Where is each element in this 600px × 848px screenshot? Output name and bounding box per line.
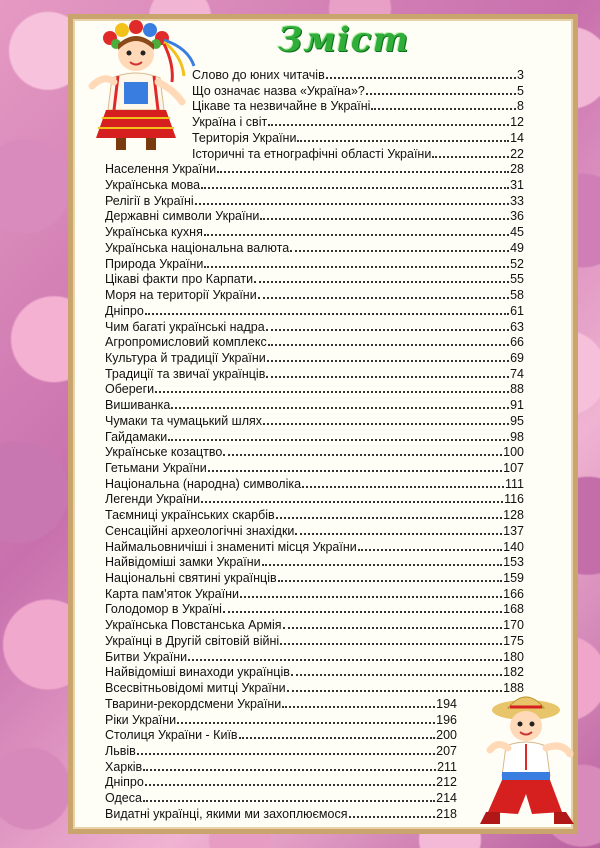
toc-entry[interactable] xyxy=(105,286,524,302)
toc-entry[interactable] xyxy=(192,113,524,129)
toc-leader-dots xyxy=(188,659,502,661)
toc-leader-dots xyxy=(290,250,509,252)
toc-leader-dots xyxy=(263,423,509,425)
toc-entry-title: Чумаки та чумацький шлях xyxy=(105,413,263,428)
toc-leader-dots xyxy=(358,549,502,551)
toc-leader-dots xyxy=(217,171,509,173)
toc-leader-dots xyxy=(262,564,503,566)
toc-entry-page: 69 xyxy=(510,350,524,365)
toc-entry-title: Українська кухня xyxy=(105,225,203,240)
toc-entry[interactable] xyxy=(105,207,524,223)
toc-entry-page: 188 xyxy=(503,681,524,696)
toc-leader-dots xyxy=(371,108,516,110)
toc-entry-page: 63 xyxy=(510,319,524,334)
toc-entry-page: 98 xyxy=(510,429,524,444)
toc-entry[interactable] xyxy=(105,538,524,554)
toc-entry-title: Чим багаті українські надра xyxy=(105,319,265,334)
toc-leader-dots xyxy=(168,439,509,441)
toc-entry-title: Релігії в Україні xyxy=(105,193,194,208)
toc-entry-page: 212 xyxy=(436,775,457,790)
toc-entry[interactable] xyxy=(105,695,457,711)
toc-leader-dots xyxy=(240,596,502,598)
toc-entry-page: 100 xyxy=(503,445,524,460)
toc-leader-dots xyxy=(326,77,516,79)
toc-entry-title: Культура й традиції України xyxy=(105,350,266,365)
toc-entry[interactable] xyxy=(105,600,524,616)
toc-leader-dots xyxy=(223,454,502,456)
toc-entry[interactable] xyxy=(105,742,457,758)
toc-entry-page: 5 xyxy=(517,83,524,98)
toc-entry-page: 170 xyxy=(503,618,524,633)
toc-entry-page: 28 xyxy=(510,162,524,177)
toc-entry[interactable] xyxy=(105,333,524,349)
toc-entry-title: Історичні та етнографічні області України xyxy=(192,146,432,161)
toc-entry-page: 166 xyxy=(503,586,524,601)
toc-entry-title: Найвідоміші замки України xyxy=(105,555,261,570)
toc-entry-page: 128 xyxy=(503,508,524,523)
toc-leader-dots xyxy=(432,156,509,158)
toc-entry[interactable] xyxy=(105,223,524,239)
toc-leader-dots xyxy=(295,533,502,535)
toc-entry-title: Державні символи України xyxy=(105,209,260,224)
toc-entry-page: 61 xyxy=(510,303,524,318)
toc-entry[interactable] xyxy=(105,380,524,396)
toc-entry-page: 196 xyxy=(436,712,457,727)
toc-entry-page: 95 xyxy=(510,413,524,428)
toc-entry-page: 207 xyxy=(436,743,457,758)
toc-entry-title: Львів xyxy=(105,743,136,758)
toc-entry-page: 88 xyxy=(510,382,524,397)
toc-entry[interactable] xyxy=(192,66,524,82)
toc-leader-dots xyxy=(223,611,502,613)
toc-leader-dots xyxy=(268,124,509,126)
toc-entry-title: Гетьмани України xyxy=(105,461,207,475)
toc-leader-dots xyxy=(302,486,504,488)
toc-entry[interactable] xyxy=(105,553,524,569)
toc-entry-title: Населення України xyxy=(105,162,217,177)
toc-entry-title: Таємниці українських скарбів xyxy=(105,508,275,523)
toc-entry[interactable] xyxy=(105,758,457,774)
toc-leader-dots xyxy=(267,360,509,362)
toc-leader-dots xyxy=(366,93,516,95)
toc-entry[interactable] xyxy=(105,443,524,459)
toc-entry-title: Харків xyxy=(105,759,143,774)
toc-entry-title: Українська Повстанська Армія xyxy=(105,618,282,633)
toc-entry[interactable] xyxy=(105,773,457,789)
toc-entry-page: 52 xyxy=(510,256,524,271)
toc-entry-page: 91 xyxy=(510,398,524,413)
toc-leader-dots xyxy=(204,234,509,236)
toc-entry-title: Україна і світ xyxy=(192,115,268,130)
toc-entry-page: 137 xyxy=(503,523,524,538)
toc-entry[interactable] xyxy=(105,506,524,522)
toc-entry-title: Наймальовничіші і знамениті місця України xyxy=(105,539,357,554)
toc-entry-title: Що означає назва «Україна»? xyxy=(192,83,365,98)
page-title: Зміст xyxy=(278,20,410,60)
toc-entry[interactable] xyxy=(105,648,524,664)
toc-entry-title: Карта пам'яток України xyxy=(105,586,239,601)
toc-leader-dots xyxy=(137,753,435,755)
toc-entry-page: 168 xyxy=(503,602,524,617)
toc-leader-dots xyxy=(201,501,503,503)
toc-entry-title: Одеса xyxy=(105,791,142,806)
toc-entry[interactable] xyxy=(105,585,524,601)
toc-entry-title: Тварини-рекордсмени України xyxy=(105,696,282,711)
toc-entry-page: 49 xyxy=(510,240,524,255)
toc-leader-dots xyxy=(177,722,435,724)
toc-entry-title: Національні святині українців xyxy=(105,571,277,586)
toc-entry-title: Сенсаційні археологічні знахідки xyxy=(105,523,295,538)
toc-entry[interactable] xyxy=(105,318,524,334)
toc-entry[interactable] xyxy=(105,632,524,648)
toc-leader-dots xyxy=(291,674,502,676)
toc-entry-title: Агропромисловий комплекс xyxy=(105,335,267,350)
toc-leader-dots xyxy=(283,627,503,629)
toc-leader-dots xyxy=(195,203,509,205)
toc-entry-page: 200 xyxy=(436,728,457,743)
toc-entry-page: 31 xyxy=(510,178,524,193)
toc-entry[interactable] xyxy=(192,97,524,113)
toc-leader-dots xyxy=(239,737,436,739)
toc-entry-page: 45 xyxy=(510,225,524,240)
toc-entry-title: Битви України xyxy=(105,649,188,664)
toc-entry-title: Територія України xyxy=(192,130,297,145)
toc-entry[interactable] xyxy=(105,160,524,176)
toc-leader-dots xyxy=(349,816,436,818)
toc-entry[interactable] xyxy=(105,428,524,444)
toc-entry[interactable] xyxy=(192,82,524,98)
toc-entry-page: 182 xyxy=(503,665,524,680)
toc-entry[interactable] xyxy=(105,475,524,491)
toc-entry-title: Природа України xyxy=(105,256,204,271)
toc-entry[interactable] xyxy=(105,569,524,585)
toc-leader-dots xyxy=(155,391,509,393)
toc-entry[interactable] xyxy=(105,616,524,632)
toc-entry-page: 175 xyxy=(503,633,524,648)
toc-entry-title: Дніпро xyxy=(105,303,144,318)
toc-entry-page: 22 xyxy=(510,146,524,161)
toc-leader-dots xyxy=(258,297,509,299)
toc-entry-title: Легенди України xyxy=(105,492,201,507)
toc-entry-page: 180 xyxy=(503,649,524,664)
toc-entry-page: 214 xyxy=(436,791,457,806)
toc-entry-page: 211 xyxy=(437,759,457,774)
toc-entry[interactable] xyxy=(105,176,524,192)
toc-entry[interactable] xyxy=(105,365,524,381)
toc-entry[interactable] xyxy=(105,711,457,727)
toc-entry[interactable] xyxy=(105,396,524,412)
toc-leader-dots xyxy=(201,187,509,189)
toc-entry[interactable] xyxy=(192,129,524,145)
toc-entry-title: Видатні українці, якими ми захоплюємося xyxy=(105,806,348,821)
toc-entry[interactable] xyxy=(105,192,524,208)
toc-leader-dots xyxy=(145,313,509,315)
toc-entry-title: Всесвітньовідомі митці України xyxy=(105,681,286,696)
toc-leader-dots xyxy=(143,769,436,771)
toc-entry-page: 33 xyxy=(510,193,524,208)
toc-entry[interactable] xyxy=(105,789,457,805)
toc-leader-dots xyxy=(254,281,509,283)
toc-entry-page: 36 xyxy=(510,209,524,224)
toc-entry-title: Українці в Другій світовій війні xyxy=(105,633,280,648)
toc-leader-dots xyxy=(260,218,509,220)
toc-entry[interactable] xyxy=(192,145,524,161)
toc-entry-title: Традиції та звичаї українців xyxy=(105,366,266,381)
toc-entry-page: 194 xyxy=(436,696,457,711)
toc-entry[interactable] xyxy=(105,302,524,318)
toc-entry-title: Ріки України xyxy=(105,712,177,727)
boy-illustration xyxy=(470,690,580,830)
toc-entry-title: Українська національна валюта xyxy=(105,240,290,255)
toc-leader-dots xyxy=(266,329,509,331)
toc-entry-page: 140 xyxy=(503,539,524,554)
toc-entry-title: Дніпро xyxy=(105,775,144,790)
toc-entry-page: 111 xyxy=(504,476,524,491)
toc-entry-title: Моря на території України xyxy=(105,288,257,303)
toc-leader-dots xyxy=(204,266,509,268)
toc-entry-title: Українське козацтво xyxy=(105,445,223,460)
toc-entry[interactable] xyxy=(105,726,457,742)
toc-entry-title: Слово до юних читачів xyxy=(192,68,325,82)
toc-entry-page: 153 xyxy=(503,555,524,570)
toc-entry[interactable] xyxy=(105,459,524,475)
toc-entry-title: Столиця України - Київ xyxy=(105,728,238,743)
toc-entry-page: 14 xyxy=(510,130,524,145)
toc-entry-page: 107 xyxy=(503,461,524,475)
toc-entry-page: 8 xyxy=(517,99,524,114)
toc-leader-dots xyxy=(278,580,503,582)
toc-entry-title: Голодомор в Україні xyxy=(105,602,222,617)
toc-entry[interactable] xyxy=(105,490,524,506)
toc-leader-dots xyxy=(143,800,435,802)
toc-entry[interactable] xyxy=(105,255,524,271)
toc-leader-dots xyxy=(268,344,509,346)
toc-leader-dots xyxy=(266,376,509,378)
toc-entry-page: 55 xyxy=(510,272,524,287)
toc-leader-dots xyxy=(280,643,502,645)
toc-entry[interactable] xyxy=(105,349,524,365)
toc-leader-dots xyxy=(287,690,503,692)
toc-entry[interactable] xyxy=(105,412,524,428)
toc-entry[interactable] xyxy=(105,663,524,679)
toc-entry-page: 3 xyxy=(517,68,524,82)
toc-entry-page: 116 xyxy=(504,492,524,507)
toc-entry-title: Вишиванка xyxy=(105,398,171,413)
toc-leader-dots xyxy=(208,470,502,472)
toc-leader-dots xyxy=(171,407,509,409)
toc-entry-page: 218 xyxy=(436,806,457,821)
toc-entry-title: Національна (народна) символіка xyxy=(105,476,302,491)
girl-illustration xyxy=(78,20,196,156)
toc-entry-page: 159 xyxy=(503,571,524,586)
toc-entry[interactable] xyxy=(105,270,524,286)
toc-entry[interactable] xyxy=(105,805,457,821)
toc-leader-dots xyxy=(145,784,435,786)
toc-leader-dots xyxy=(297,140,509,142)
toc-entry-page: 58 xyxy=(510,288,524,303)
toc-leader-dots xyxy=(282,706,435,708)
toc-entry-page: 74 xyxy=(510,366,524,381)
toc-entry[interactable] xyxy=(105,522,524,538)
toc-entry-title: Цікаві факти про Карпати xyxy=(105,272,254,287)
toc-entry-title: Українська мова xyxy=(105,178,201,193)
toc-entry-title: Цікаве та незвичайне в Україні xyxy=(192,99,371,114)
toc-entry[interactable] xyxy=(105,239,524,255)
toc-entry-page: 66 xyxy=(510,335,524,350)
toc-entry-title: Найвідоміші винаходи українців xyxy=(105,665,290,680)
toc-entry-page: 12 xyxy=(510,115,524,130)
toc-entry-title: Гайдамаки xyxy=(105,429,168,444)
toc-entry[interactable] xyxy=(105,679,524,695)
toc-leader-dots xyxy=(276,517,502,519)
toc-entry-title: Обереги xyxy=(105,382,155,397)
